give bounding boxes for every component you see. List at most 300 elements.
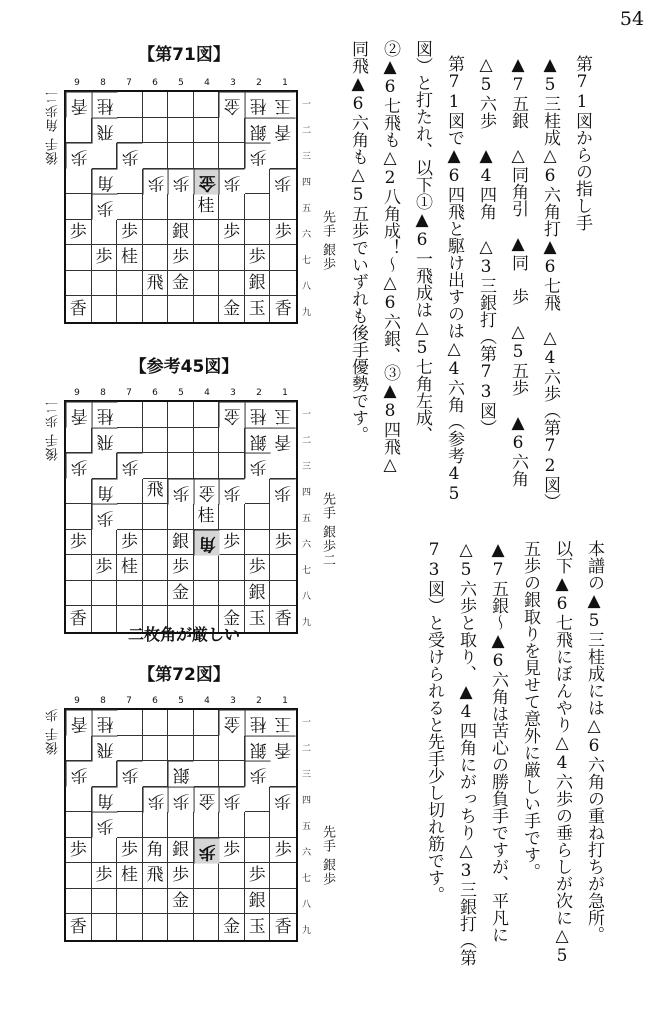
board-square [66, 787, 92, 813]
sente-hand: 先手 銀歩 [320, 825, 335, 887]
shogi-piece: 角 [92, 787, 118, 813]
sente-hand: 先手 銀歩 [320, 210, 335, 272]
board-square [194, 914, 220, 940]
row-label: 二 [302, 435, 312, 446]
board-square [245, 787, 271, 813]
shogi-piece: 歩 [168, 245, 194, 271]
board-square [194, 143, 220, 169]
board-square [194, 453, 220, 479]
board-square [219, 889, 245, 915]
board-square [245, 812, 271, 838]
text-column-1: 第71図からの指し手 [572, 55, 592, 231]
board-square [66, 428, 92, 454]
column-label: 8 [100, 78, 106, 88]
row-labels [302, 400, 314, 634]
column-label: 9 [74, 78, 80, 88]
column-label: 9 [74, 696, 80, 706]
shogi-piece: 歩 [270, 479, 296, 505]
shogi-piece: 歩 [92, 504, 118, 530]
column-label: 2 [256, 696, 262, 706]
shogi-piece: 香 [66, 914, 92, 940]
shogi-board [64, 708, 298, 942]
board-square [143, 428, 169, 454]
board-square [117, 296, 143, 322]
shogi-piece: 歩 [143, 169, 169, 195]
gote-hand: 後手 歩 [46, 708, 61, 756]
shogi-piece: 金 [194, 169, 220, 195]
column-label: 3 [230, 78, 236, 88]
row-label: 六 [302, 847, 312, 858]
shogi-piece: 桂 [92, 402, 118, 428]
shogi-piece: 歩 [219, 530, 245, 556]
row-label: 一 [302, 409, 312, 420]
board-square [117, 812, 143, 838]
row-label: 八 [302, 281, 312, 292]
text-column-10: 以下▲6七飛にぼんやり△4六歩の垂らしが次に△5 [552, 540, 572, 966]
board-square [117, 914, 143, 940]
page-number: 54 [619, 8, 645, 30]
text-column-8: 同飛▲6六角も△5五歩でいずれも後手優勢です。 [348, 40, 368, 443]
row-label: 五 [302, 203, 312, 214]
board-square [194, 761, 220, 787]
board-square [168, 194, 194, 220]
board-square [92, 838, 118, 864]
board-square [219, 555, 245, 581]
shogi-piece: 銀 [245, 889, 271, 915]
column-label: 2 [256, 78, 262, 88]
text-column-11: 五歩の銀取りを見せて意外に厳しい手です。 [520, 540, 540, 880]
board-square [92, 581, 118, 607]
shogi-piece: 歩 [66, 143, 92, 169]
shogi-piece: 桂 [117, 245, 143, 271]
board-square [168, 143, 194, 169]
column-label: 5 [178, 696, 184, 706]
text-column-4: △5六歩 ▲4四角 △3三銀打（第73図） [476, 55, 496, 436]
row-label: 九 [302, 307, 312, 318]
board-square [143, 92, 169, 118]
board-square [92, 271, 118, 297]
board-square [194, 710, 220, 736]
board-square [194, 118, 220, 144]
row-label: 六 [302, 539, 312, 550]
board-square [92, 453, 118, 479]
board-square [245, 479, 271, 505]
board-square [219, 581, 245, 607]
row-label: 五 [302, 821, 312, 832]
column-label: 7 [126, 388, 132, 398]
shogi-piece: 香 [270, 428, 296, 454]
shogi-piece: 桂 [92, 92, 118, 118]
shogi-piece: 桂 [245, 92, 271, 118]
shogi-piece: 歩 [66, 838, 92, 864]
board-square [219, 863, 245, 889]
shogi-piece: 歩 [219, 838, 245, 864]
column-label: 4 [204, 388, 210, 398]
board-square [245, 194, 271, 220]
shogi-piece: 玉 [245, 914, 271, 940]
shogi-piece: 金 [219, 914, 245, 940]
board-square [168, 504, 194, 530]
shogi-piece: 歩 [66, 453, 92, 479]
shogi-piece: 歩 [92, 863, 118, 889]
board-square [219, 453, 245, 479]
shogi-piece: 香 [274, 298, 292, 319]
shogi-piece: 桂 [245, 710, 271, 736]
text-column-3: ▲7五銀 △同角引 ▲同 歩 △5五歩 ▲6六角 [508, 55, 528, 487]
column-labels [64, 78, 298, 88]
board-square [168, 914, 194, 940]
shogi-piece: 桂 [92, 710, 118, 736]
shogi-piece: 銀 [168, 761, 194, 787]
column-label: 8 [100, 388, 106, 398]
shogi-piece: 歩 [143, 787, 169, 813]
column-label: 9 [74, 388, 80, 398]
board-square [117, 710, 143, 736]
board-square [117, 504, 143, 530]
column-label: 4 [204, 696, 210, 706]
board-square [143, 504, 169, 530]
column-label: 1 [282, 388, 288, 398]
text-column-14: 73図）と受けられると先手少し切れ筋です。 [424, 540, 444, 903]
text-column-7: ②▲6七飛も△2八角成！～△6六銀、③▲8四飛△ [380, 40, 400, 475]
row-label: 三 [302, 151, 312, 162]
shogi-piece: 歩 [168, 479, 194, 505]
board-square [143, 555, 169, 581]
row-label: 四 [302, 795, 312, 806]
board-square [66, 863, 92, 889]
board-square [270, 761, 296, 787]
shogi-piece: 歩 [117, 220, 143, 246]
board-square [143, 581, 169, 607]
row-label: 八 [302, 899, 312, 910]
board-square [66, 118, 92, 144]
shogi-piece: 銀 [245, 428, 271, 454]
shogi-piece: 歩 [194, 838, 220, 864]
shogi-piece: 歩 [66, 530, 92, 556]
gote-hand: 後手 歩二 [46, 400, 61, 462]
shogi-piece: 歩 [117, 530, 143, 556]
shogi-piece: 金 [194, 479, 220, 505]
board-square [117, 169, 143, 195]
shogi-piece: 金 [219, 296, 245, 322]
shogi-piece: 歩 [117, 838, 143, 864]
shogi-piece: 歩 [92, 555, 118, 581]
shogi-piece: 香 [66, 402, 92, 428]
shogi-piece: 歩 [245, 761, 271, 787]
board-square [219, 118, 245, 144]
board-square [194, 296, 220, 322]
board-square [194, 889, 220, 915]
shogi-piece: 歩 [117, 453, 143, 479]
column-label: 3 [230, 696, 236, 706]
column-label: 6 [152, 388, 158, 398]
board-square [117, 271, 143, 297]
board-square [219, 271, 245, 297]
shogi-piece: 銀 [168, 530, 194, 556]
row-label: 二 [302, 743, 312, 754]
board-square [143, 118, 169, 144]
column-label: 7 [126, 78, 132, 88]
gote-hand: 後手 角歩二 [46, 90, 61, 166]
column-label: 1 [282, 696, 288, 706]
shogi-piece: 歩 [219, 479, 245, 505]
shogi-piece: 玉 [245, 606, 271, 632]
shogi-piece: 歩 [270, 169, 296, 195]
column-label: 2 [256, 388, 262, 398]
shogi-piece: 銀 [245, 581, 271, 607]
board-square [117, 194, 143, 220]
board-square [143, 710, 169, 736]
board-square [168, 428, 194, 454]
column-label: 7 [126, 696, 132, 706]
board-square [219, 143, 245, 169]
shogi-piece: 飛 [92, 736, 118, 762]
shogi-piece: 歩 [219, 787, 245, 813]
board-square [270, 581, 296, 607]
row-label: 六 [302, 229, 312, 240]
board-square [117, 889, 143, 915]
shogi-piece: 銀 [168, 220, 194, 246]
shogi-piece: 歩 [168, 555, 194, 581]
shogi-piece: 角 [92, 169, 118, 195]
board-square [92, 296, 118, 322]
text-column-12: ▲7五銀～▲6六角は苦心の勝負手ですが、平凡に [488, 540, 508, 943]
board-square [194, 581, 220, 607]
text-column-6: 図）と打たれ、以下①▲6一飛成は△5七角左成、 [412, 40, 432, 443]
shogi-piece: 玉 [270, 92, 296, 118]
board-square [143, 143, 169, 169]
figure-title: 【第71図】 [138, 45, 230, 65]
board-square [143, 812, 169, 838]
figure-71 [44, 40, 335, 340]
board-square [194, 555, 220, 581]
board-square [270, 889, 296, 915]
row-label: 三 [302, 461, 312, 472]
board-square [270, 453, 296, 479]
column-label: 4 [204, 78, 210, 88]
column-label: 6 [152, 78, 158, 88]
board-square [194, 271, 220, 297]
shogi-piece: 歩 [245, 245, 271, 271]
figure-caption: 二枚角が厳しい [127, 625, 240, 644]
board-square [168, 92, 194, 118]
shogi-piece: 歩 [245, 863, 271, 889]
board-square [117, 736, 143, 762]
text-column-13: △5六歩と取り、▲4四角にがっちり△3三銀打（第 [456, 540, 476, 966]
shogi-piece: 歩 [245, 143, 271, 169]
column-label: 8 [100, 696, 106, 706]
row-label: 四 [302, 487, 312, 498]
figure-72 [44, 660, 335, 960]
board-square [143, 194, 169, 220]
shogi-piece: 歩 [92, 194, 118, 220]
board-square [270, 271, 296, 297]
row-label: 七 [302, 873, 312, 884]
shogi-piece: 角 [92, 479, 118, 505]
figure-title: 【参考45図】 [129, 357, 239, 377]
board-square [117, 787, 143, 813]
board-square [270, 555, 296, 581]
shogi-piece: 金 [168, 581, 194, 607]
board-square [143, 736, 169, 762]
board-square [143, 245, 169, 271]
shogi-piece: 香 [66, 710, 92, 736]
shogi-piece: 飛 [143, 479, 169, 505]
shogi-piece: 歩 [92, 812, 118, 838]
board-square [143, 220, 169, 246]
row-label: 四 [302, 177, 312, 188]
shogi-piece: 金 [168, 271, 194, 297]
row-label: 二 [302, 125, 312, 136]
board-square [143, 402, 169, 428]
shogi-piece: 飛 [92, 118, 118, 144]
board-square [245, 530, 271, 556]
board-square [92, 761, 118, 787]
board-square [66, 812, 92, 838]
board-square [92, 220, 118, 246]
shogi-piece: 金 [219, 710, 245, 736]
board-square [168, 402, 194, 428]
board-square [168, 296, 194, 322]
board-square [270, 812, 296, 838]
board-square [143, 889, 169, 915]
shogi-piece: 玉 [245, 296, 271, 322]
row-labels [302, 708, 314, 942]
column-label: 5 [178, 78, 184, 88]
shogi-piece: 香 [274, 608, 292, 629]
board-square [194, 736, 220, 762]
shogi-piece: 歩 [245, 453, 271, 479]
figure-title: 【第72図】 [138, 665, 230, 685]
board-square [168, 118, 194, 144]
board-square [92, 530, 118, 556]
row-label: 九 [302, 617, 312, 628]
board-square [66, 194, 92, 220]
board-square [143, 761, 169, 787]
board-square [117, 402, 143, 428]
board-square [219, 504, 245, 530]
row-label: 一 [302, 717, 312, 728]
board-square [66, 736, 92, 762]
shogi-piece: 銀 [245, 118, 271, 144]
shogi-piece: 歩 [92, 245, 118, 271]
shogi-board [64, 400, 298, 634]
shogi-piece: 歩 [270, 530, 296, 556]
shogi-piece: 歩 [270, 838, 296, 864]
board-square [270, 504, 296, 530]
board-square [270, 143, 296, 169]
shogi-piece: 香 [274, 916, 292, 937]
shogi-piece: 歩 [270, 220, 296, 246]
row-label: 七 [302, 255, 312, 266]
shogi-piece: 金 [219, 402, 245, 428]
shogi-piece: 金 [168, 889, 194, 915]
shogi-piece: 歩 [219, 220, 245, 246]
shogi-piece: 桂 [117, 555, 143, 581]
text-column-9: 本譜の▲5三桂成には△6六角の重ね打ちが急所。 [584, 540, 604, 943]
shogi-piece: 歩 [168, 787, 194, 813]
shogi-piece: 飛 [143, 271, 169, 297]
text-column-5: 第71図で▲6四飛と駆け出すのは△4六角（参考45 [444, 55, 464, 504]
board-square [117, 118, 143, 144]
shogi-piece: 香 [270, 118, 296, 144]
board-square [245, 504, 271, 530]
board-square [219, 428, 245, 454]
board-square [66, 479, 92, 505]
board-square [270, 863, 296, 889]
board-square [219, 736, 245, 762]
shogi-piece: 桂 [194, 504, 220, 530]
column-label: 6 [152, 696, 158, 706]
board-square [219, 245, 245, 271]
board-square [270, 245, 296, 271]
column-labels [64, 388, 298, 398]
board-square [117, 479, 143, 505]
board-square [117, 428, 143, 454]
shogi-piece: 歩 [270, 787, 296, 813]
board-square [66, 169, 92, 195]
board-square [66, 581, 92, 607]
shogi-piece: 金 [219, 92, 245, 118]
board-square [245, 838, 271, 864]
row-label: 一 [302, 99, 312, 110]
shogi-piece: 桂 [194, 194, 220, 220]
shogi-piece: 玉 [270, 710, 296, 736]
row-label: 八 [302, 591, 312, 602]
shogi-piece: 歩 [66, 220, 92, 246]
shogi-piece: 歩 [117, 143, 143, 169]
shogi-piece: 香 [66, 92, 92, 118]
board-square [194, 402, 220, 428]
shogi-piece: 歩 [168, 169, 194, 195]
shogi-piece: 歩 [219, 169, 245, 195]
board-square [245, 169, 271, 195]
shogi-piece: 桂 [245, 402, 271, 428]
row-label: 三 [302, 769, 312, 780]
shogi-piece: 銀 [168, 838, 194, 864]
board-square [194, 428, 220, 454]
board-square [219, 761, 245, 787]
shogi-piece: 香 [66, 606, 92, 632]
sente-hand: 先手 銀歩二 [320, 492, 335, 568]
board-square [194, 812, 220, 838]
board-square [66, 245, 92, 271]
board-square [168, 710, 194, 736]
column-label: 1 [282, 78, 288, 88]
shogi-piece: 香 [270, 736, 296, 762]
shogi-piece: 銀 [245, 736, 271, 762]
board-square [168, 736, 194, 762]
board-square [117, 581, 143, 607]
shogi-piece: 歩 [117, 761, 143, 787]
shogi-piece: 金 [194, 787, 220, 813]
board-square [168, 453, 194, 479]
shogi-piece: 飛 [143, 863, 169, 889]
shogi-piece: 玉 [270, 402, 296, 428]
shogi-piece: 角 [143, 838, 169, 864]
shogi-piece: 香 [66, 296, 92, 322]
board-square [143, 530, 169, 556]
board-square [245, 220, 271, 246]
board-square [66, 555, 92, 581]
row-label: 九 [302, 925, 312, 936]
shogi-piece: 角 [194, 530, 220, 556]
shogi-piece: 飛 [92, 428, 118, 454]
board-square [117, 92, 143, 118]
text-column-2: ▲5三桂成△6六角打▲6七飛 △4六歩（第72図） [540, 55, 560, 510]
board-square [194, 220, 220, 246]
column-label: 3 [230, 388, 236, 398]
